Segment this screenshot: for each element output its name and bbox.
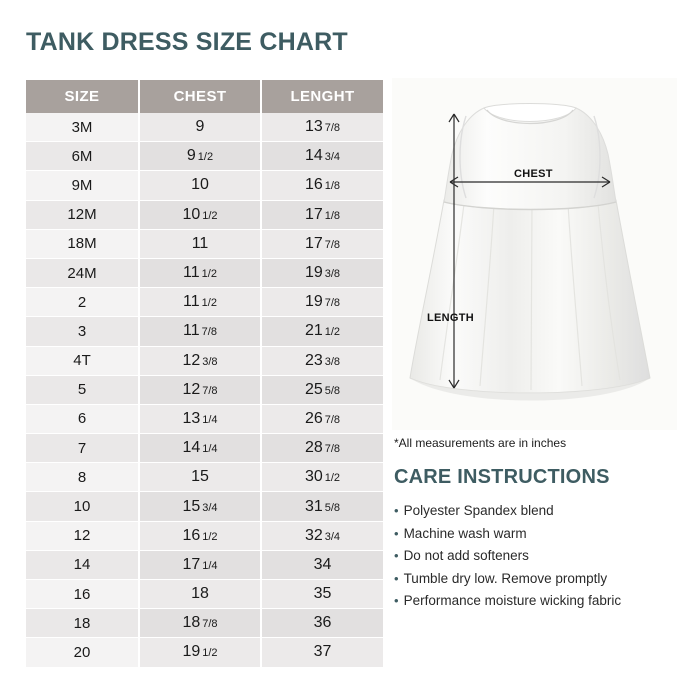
care-instruction-label: Polyester Spandex blend (403, 503, 554, 518)
cell-size: 10 (26, 492, 139, 521)
cell-chest-fraction: 7/8 (202, 384, 218, 397)
cell-size: 20 (26, 638, 139, 667)
length-measure-label: LENGTH (427, 312, 475, 324)
cell-length (261, 142, 383, 171)
cell-length-whole: 32 (304, 526, 323, 544)
cell-chest (139, 609, 261, 638)
cell-chest-whole: 14 (182, 439, 201, 457)
cell-length (261, 404, 383, 433)
care-instruction-label: Performance moisture wicking fabric (403, 593, 622, 609)
cell-chest-whole: 9 (186, 147, 196, 165)
cell-length (261, 434, 383, 463)
table-row (26, 142, 383, 171)
cell-chest-fraction: 1/2 (202, 647, 218, 660)
cell-chest (139, 288, 261, 317)
cell-length-fraction: 7/8 (324, 238, 341, 251)
cell-length-whole: 19 (304, 264, 323, 282)
cell-length-fraction: 1/8 (324, 209, 341, 222)
cell-chest-whole: 10 (191, 176, 209, 194)
cell-length (261, 638, 383, 667)
cell-chest-fraction: 1/2 (202, 209, 218, 222)
cell-chest (139, 375, 261, 404)
cell-length-whole: 28 (304, 439, 323, 457)
cell-length-fraction: 7/8 (324, 122, 341, 135)
cell-length (261, 609, 383, 638)
cell-length-whole: 36 (313, 614, 332, 632)
cell-chest-whole: 18 (191, 585, 209, 603)
cell-size: 16 (26, 580, 139, 609)
cell-chest-whole: 15 (191, 468, 209, 486)
chest-measure-label: CHEST (514, 168, 553, 180)
care-instructions-title: CARE INSTRUCTIONS (394, 466, 610, 488)
dress-image (392, 78, 677, 430)
cell-size: 2 (26, 288, 139, 317)
cell-length-whole: 21 (304, 322, 323, 340)
table-row (26, 404, 383, 433)
cell-size: 18M (26, 229, 139, 258)
cell-chest (139, 434, 261, 463)
bullet-icon: • (394, 570, 399, 586)
cell-chest (139, 521, 261, 550)
cell-length-fraction: 5/8 (324, 384, 341, 397)
table-row (26, 229, 383, 258)
care-instruction-item (394, 523, 684, 546)
cell-length (261, 171, 383, 200)
table-row (26, 200, 383, 229)
cell-chest (139, 463, 261, 492)
cell-length-fraction: 1/2 (324, 326, 341, 339)
dress-illustration (392, 78, 677, 430)
cell-chest (139, 171, 261, 200)
cell-chest-fraction: 1/4 (202, 443, 218, 456)
cell-size: 24M (26, 258, 139, 287)
cell-size: 7 (26, 434, 139, 463)
cell-chest-fraction: 1/2 (202, 530, 218, 543)
care-instruction-item (394, 590, 684, 613)
cell-chest (139, 638, 261, 667)
cell-chest-whole: 11 (183, 322, 200, 340)
table-row (26, 171, 383, 200)
cell-length (261, 550, 383, 579)
bullet-icon: • (394, 593, 399, 609)
cell-length (261, 580, 383, 609)
measurement-note: *All measurements are in inches (394, 436, 567, 450)
table-row (26, 317, 383, 346)
size-chart-table (26, 80, 383, 668)
cell-length (261, 317, 383, 346)
cell-length-whole: 26 (304, 409, 323, 427)
cell-length-fraction: 7/8 (324, 443, 341, 456)
cell-size: 6 (26, 404, 139, 433)
cell-length-fraction: 3/4 (324, 530, 341, 543)
cell-chest (139, 258, 261, 287)
cell-length (261, 346, 383, 375)
cell-length (261, 375, 383, 404)
table-row (26, 258, 383, 287)
table-row (26, 550, 383, 579)
cell-size: 12M (26, 200, 139, 229)
table-row (26, 492, 383, 521)
cell-size: 3M (26, 113, 139, 142)
care-instruction-item (394, 500, 684, 523)
cell-length-whole: 14 (304, 147, 323, 165)
cell-chest (139, 492, 261, 521)
cell-chest-whole: 13 (182, 409, 201, 427)
cell-length-whole: 25 (304, 380, 323, 398)
cell-chest (139, 580, 261, 609)
care-instruction-label: Do not add softeners (403, 548, 529, 564)
cell-length-whole: 37 (313, 643, 332, 661)
bullet-icon: • (394, 503, 399, 518)
cell-chest-fraction: 7/8 (202, 618, 218, 631)
table-header-row (26, 80, 383, 113)
cell-size: 8 (26, 463, 139, 492)
cell-length-whole: 31 (304, 497, 323, 515)
cell-length-fraction: 3/8 (324, 355, 341, 368)
cell-length-fraction: 5/8 (324, 501, 341, 514)
table-header (26, 80, 383, 113)
table-row (26, 463, 383, 492)
table-body (26, 113, 383, 667)
cell-chest (139, 200, 261, 229)
cell-chest (139, 229, 261, 258)
table-row (26, 288, 383, 317)
cell-size: 9M (26, 171, 139, 200)
cell-size: 18 (26, 609, 139, 638)
cell-chest-fraction: 3/8 (202, 355, 218, 368)
cell-chest-whole: 10 (182, 205, 201, 223)
cell-chest-whole: 11 (191, 234, 209, 252)
cell-size: 3 (26, 317, 139, 346)
cell-chest-whole: 16 (182, 526, 201, 544)
cell-chest (139, 550, 261, 579)
cell-chest-fraction: 3/4 (202, 501, 218, 514)
table-row (26, 346, 383, 375)
column-header-length: LENGHT (261, 80, 383, 113)
bullet-icon: • (394, 525, 399, 541)
cell-chest-whole: 17 (182, 555, 201, 573)
cell-chest (139, 317, 261, 346)
cell-length-fraction: 7/8 (324, 297, 341, 310)
cell-chest-whole: 18 (182, 614, 201, 632)
cell-chest (139, 346, 261, 375)
care-instructions-list (394, 500, 684, 613)
cell-length-fraction: 3/4 (324, 151, 341, 164)
table-row (26, 609, 383, 638)
page-title: TANK DRESS SIZE CHART (26, 28, 348, 56)
care-instruction-label: Tumble dry low. Remove promptly (403, 570, 608, 586)
cell-chest-whole: 19 (182, 643, 201, 661)
bullet-icon: • (394, 548, 399, 564)
cell-length (261, 463, 383, 492)
table-row (26, 375, 383, 404)
cell-length-whole: 16 (304, 176, 323, 194)
cell-length (261, 200, 383, 229)
cell-chest-fraction: 1/2 (197, 151, 214, 164)
cell-chest (139, 113, 261, 142)
cell-length-fraction: 1/2 (324, 472, 341, 485)
cell-size: 14 (26, 550, 139, 579)
cell-length-fraction: 3/8 (324, 268, 341, 281)
care-instruction-item (394, 568, 684, 591)
cell-length-whole: 19 (304, 293, 323, 311)
cell-chest-whole: 15 (182, 497, 201, 515)
cell-length (261, 492, 383, 521)
table-row (26, 434, 383, 463)
cell-size: 4T (26, 346, 139, 375)
cell-chest-fraction: 1/4 (202, 559, 218, 572)
cell-chest-whole: 12 (182, 380, 201, 398)
cell-chest-whole: 11 (183, 264, 200, 282)
column-header-chest: CHEST (139, 80, 261, 113)
cell-length-whole: 30 (304, 468, 323, 486)
cell-length (261, 258, 383, 287)
cell-length (261, 521, 383, 550)
cell-chest-whole: 11 (183, 293, 200, 311)
cell-chest-fraction: 7/8 (201, 326, 217, 339)
table-row (26, 521, 383, 550)
cell-length (261, 113, 383, 142)
cell-length-whole: 17 (304, 205, 323, 223)
table-row (26, 638, 383, 667)
cell-chest-fraction: 1/2 (201, 268, 217, 281)
cell-length-whole: 13 (304, 118, 323, 136)
cell-chest (139, 404, 261, 433)
cell-length (261, 288, 383, 317)
cell-chest (139, 142, 261, 171)
care-instruction-label: Machine wash warm (403, 525, 527, 541)
table-row (26, 113, 383, 142)
dress-diagram (392, 78, 677, 430)
cell-length (261, 229, 383, 258)
care-instruction-item (394, 545, 684, 568)
cell-chest-fraction: 1/4 (202, 413, 218, 426)
cell-size: 5 (26, 375, 139, 404)
table-row (26, 580, 383, 609)
cell-chest-whole: 12 (182, 351, 201, 369)
cell-length-whole: 23 (304, 351, 323, 369)
cell-chest-fraction: 1/2 (201, 297, 217, 310)
cell-length-whole: 34 (313, 555, 332, 573)
cell-chest-whole: 9 (195, 118, 205, 136)
cell-length-whole: 17 (304, 234, 323, 252)
cell-length-fraction: 1/8 (324, 180, 341, 193)
cell-length-whole: 35 (313, 585, 332, 603)
cell-length-fraction: 7/8 (324, 413, 341, 426)
column-header-size: SIZE (26, 80, 139, 113)
cell-size: 6M (26, 142, 139, 171)
cell-size: 12 (26, 521, 139, 550)
